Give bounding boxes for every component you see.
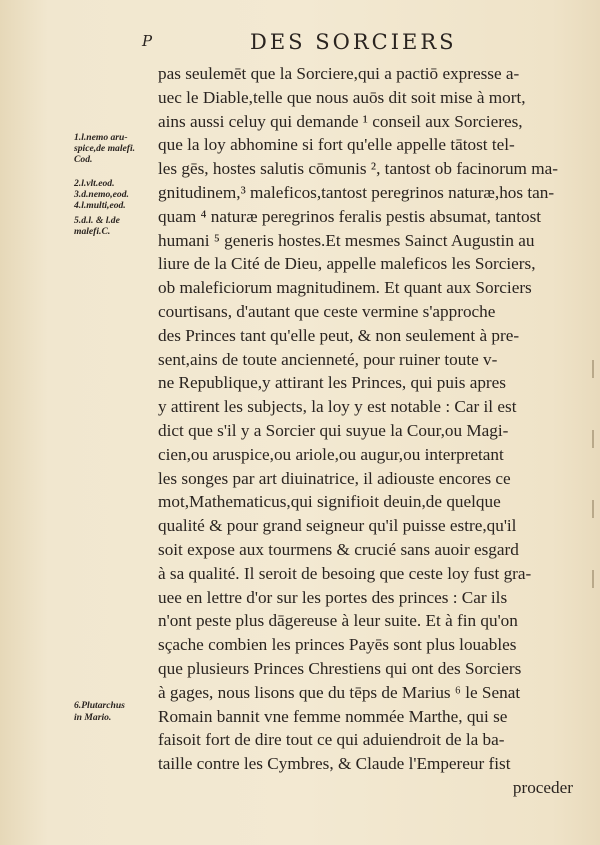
text-line: soit expose aux tourmens & crucié sans auoir esgard xyxy=(158,539,519,559)
text-line: à sa qualité. Il seroit de besoing que ceste loy fust gra- xyxy=(158,563,532,583)
margin-note: 6.Plutarchus xyxy=(74,700,125,711)
margin-note: 2.l.vlt.eod. xyxy=(74,177,115,189)
text-line: les songes par art diuinatrice, il adiouste encores ce xyxy=(158,468,511,488)
folio-mark: P xyxy=(142,32,153,50)
page-header xyxy=(0,32,600,58)
text-line: liure de la Cité de Dieu, appelle maleficos les Sorciers, xyxy=(158,254,536,274)
text-line: qualité & pour grand seigneur qu'il puisse estre,qu'il xyxy=(158,516,517,536)
margin-note: 4.l.multi,eod. xyxy=(74,200,126,212)
text-line: cien,ou aruspice,ou ariole,ou augur,ou interpretant xyxy=(158,444,504,464)
margin-note: 3.d.nemo,eod. xyxy=(74,188,129,200)
running-title: DES SORCIERS xyxy=(250,30,457,54)
text-line: à gages, nous lisons que du tēps de Marius ⁶ le Senat xyxy=(158,682,521,702)
text-line: n'ont peste plus dāgereuse à leur suite. Et à fin qu'on xyxy=(158,611,518,631)
text-line: uec le Diable,telle que nous auōs dit soit mise à mort, xyxy=(158,87,526,107)
text-line: courtisans, d'autant que ceste vermine s'approche xyxy=(158,301,496,321)
text-line: que la loy abhomine si fort qu'elle appelle tātost tel- xyxy=(158,135,515,155)
text-line: uee en lettre d'or sur les portes des princes : Car ils xyxy=(158,587,508,607)
text-line: sçache combien les princes Payēs sont plus louables xyxy=(158,635,517,655)
text-line: faisoit fort de dire tout ce qui aduiendroit de la ba- xyxy=(158,730,505,750)
text-line: les gēs, hostes salutis cōmunis ², tantost ob facinorum ma- xyxy=(158,159,558,179)
margin-note: spice,de malefi. xyxy=(74,143,136,155)
text-line: des Princes tant qu'elle peut, & non seulement à pre- xyxy=(158,325,520,345)
text-line: que plusieurs Princes Chrestiens qui ont des Sorciers xyxy=(158,658,522,678)
page-edge xyxy=(590,360,596,640)
margin-note: Cod. xyxy=(74,154,93,166)
text-line: ob maleficiorum magnitudinem. Et quant aux Sorciers xyxy=(158,278,532,298)
text-line: humani ⁵ generis hostes.Et mesmes Sainct Augustin au xyxy=(158,230,535,250)
text-line: mot,Mathematicus,qui signifioit deuin,de quelque xyxy=(158,492,501,512)
body-text xyxy=(158,62,573,800)
text-line: y attirent les subjects, la loy y est notable : Car il est xyxy=(158,397,517,417)
margin-note: 5.d.l. & l.de xyxy=(74,215,120,227)
margin-notes xyxy=(74,132,156,238)
text-line: sent,ains de toute ancienneté, pour ruiner toute v- xyxy=(158,349,498,369)
margin-note: 1.l.nemo aru- xyxy=(74,132,128,143)
text-line: quam ⁴ naturæ peregrinos feralis pestis absumat, tantost xyxy=(158,206,542,226)
text-line: ains aussi celuy qui demande ¹ conseil aux Sorcieres, xyxy=(158,111,523,131)
text-line: gnitudinem,³ maleficos,tantost peregrinos naturæ,hos tan- xyxy=(158,182,555,202)
margin-note: malefi.C. xyxy=(74,226,111,238)
catchword: proceder xyxy=(512,777,573,797)
margin-note: in Mario. xyxy=(74,712,112,723)
text-line: taille contre les Cymbres, & Claude l'Empereur fist xyxy=(158,754,511,774)
text-line: ne Republique,y attirant les Princes, qui puis apres xyxy=(158,373,506,393)
margin-notes-lower xyxy=(74,700,156,724)
text-line: Romain bannit vne femme nommée Marthe, qui se xyxy=(158,706,508,726)
text-line: dict que s'il y a Sorcier qui suyue la Cour,ou Magi- xyxy=(158,420,509,440)
text-line: pas seulemēt que la Sorciere,qui a pactiō expresse a- xyxy=(158,64,520,83)
